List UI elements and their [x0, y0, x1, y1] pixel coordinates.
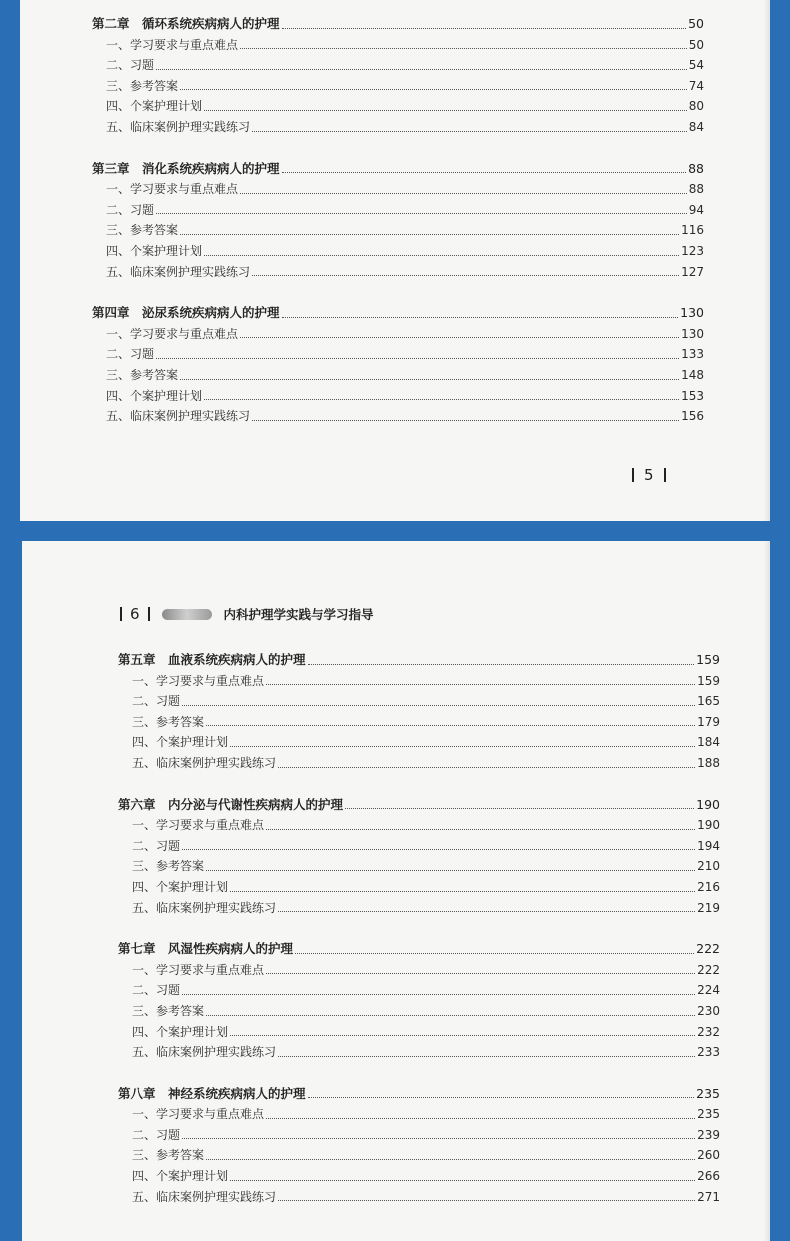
book-title: 内科护理学实践与学习指导: [223, 607, 374, 622]
chapter-heading[interactable]: 第三章 消化系统疾病病人的护理 88: [92, 160, 704, 176]
chapter-heading[interactable]: 第二章 循环系统疾病病人的护理 50: [92, 16, 704, 31]
dot-leader: [230, 1180, 695, 1181]
toc-entry[interactable]: 二、习题 133: [106, 347, 704, 362]
dot-leader: [252, 420, 679, 421]
chapter-2: [92, 14, 704, 138]
chapter-5: [118, 650, 720, 774]
divider: [148, 607, 150, 621]
toc-entry[interactable]: 四、个案护理计划 153: [106, 388, 704, 403]
toc-entry[interactable]: 四、个案护理计划 216: [132, 879, 720, 894]
dot-leader: [182, 994, 695, 995]
toc-entry[interactable]: 四、个案护理计划 266: [132, 1169, 720, 1184]
dot-leader: [204, 110, 687, 111]
dot-leader: [240, 337, 679, 338]
dot-leader: [204, 399, 679, 400]
dot-leader: [240, 193, 687, 194]
page-number: 6: [130, 605, 140, 623]
toc-entry[interactable]: 一、学习要求与重点难点 222: [132, 962, 720, 977]
toc-entry[interactable]: 二、习题 239: [132, 1127, 720, 1142]
divider: [664, 468, 666, 482]
dot-leader: [278, 1200, 695, 1201]
toc-entry[interactable]: 二、习题 54: [106, 58, 704, 73]
toc-entry[interactable]: 一、学习要求与重点难点 50: [106, 37, 704, 52]
dot-leader: [266, 829, 695, 830]
toc-entry[interactable]: 五、临床案例护理实践练习 271: [132, 1189, 720, 1204]
table-of-contents: [92, 14, 704, 427]
dot-leader: [156, 213, 687, 214]
toc-entry[interactable]: 二、习题 165: [132, 694, 720, 709]
dot-leader: [180, 234, 679, 235]
toc-entry[interactable]: 五、临床案例护理实践练习 233: [132, 1045, 720, 1060]
toc-entry[interactable]: 三、参考答案 148: [106, 367, 704, 382]
toc-entry[interactable]: 五、临床案例护理实践练习 84: [106, 119, 704, 134]
dot-leader: [156, 358, 679, 359]
dot-leader: [266, 973, 695, 974]
dot-leader: [308, 664, 695, 665]
dot-leader: [282, 317, 679, 318]
chapter-8: [118, 1084, 720, 1208]
toc-page-5: [20, 0, 770, 521]
dot-leader: [156, 69, 687, 70]
header-decoration: [162, 609, 212, 620]
running-header: [120, 605, 374, 623]
toc-entry[interactable]: 四、个案护理计划 184: [132, 735, 720, 750]
toc-entry[interactable]: 一、学习要求与重点难点 190: [132, 818, 720, 833]
dot-leader: [266, 684, 695, 685]
toc-page-6: [22, 541, 770, 1241]
toc-entry[interactable]: 五、临床案例护理实践练习 127: [106, 264, 704, 279]
dot-leader: [308, 1097, 695, 1098]
dot-leader: [206, 1159, 695, 1160]
chapter-3: [92, 159, 704, 283]
chapter-7: [118, 939, 720, 1063]
toc-entry[interactable]: 三、参考答案 116: [106, 223, 704, 238]
chapter-6: [118, 795, 720, 919]
chapter-heading[interactable]: 第八章 神经系统疾病病人的护理 235: [118, 1085, 720, 1101]
dot-leader: [282, 28, 687, 29]
dot-leader: [240, 48, 687, 49]
table-of-contents: [118, 650, 720, 1207]
toc-entry[interactable]: 五、临床案例护理实践练习 219: [132, 900, 720, 915]
dot-leader: [345, 808, 694, 809]
dot-leader: [206, 725, 695, 726]
page-edge-shadow: [764, 0, 770, 521]
dot-leader: [180, 89, 687, 90]
dot-leader: [252, 275, 679, 276]
dot-leader: [182, 849, 695, 850]
chapter-4: [92, 303, 704, 427]
chapter-heading[interactable]: 第六章 内分泌与代谢性疾病病人的护理 190: [118, 796, 720, 812]
toc-entry[interactable]: 四、个案护理计划 232: [132, 1024, 720, 1039]
page-footer: [632, 466, 666, 484]
dot-leader: [206, 1015, 695, 1016]
toc-entry[interactable]: 三、参考答案 179: [132, 714, 720, 729]
dot-leader: [230, 891, 695, 892]
toc-entry[interactable]: 四、个案护理计划 123: [106, 243, 704, 258]
dot-leader: [266, 1118, 695, 1119]
toc-entry[interactable]: 五、临床案例护理实践练习 156: [106, 409, 704, 424]
toc-entry[interactable]: 一、学习要求与重点难点 88: [106, 182, 704, 197]
dot-leader: [278, 911, 695, 912]
dot-leader: [182, 705, 695, 706]
dot-leader: [204, 255, 679, 256]
toc-entry[interactable]: 三、参考答案 230: [132, 1003, 720, 1018]
toc-entry[interactable]: 三、参考答案 74: [106, 78, 704, 93]
toc-entry[interactable]: 二、习题 194: [132, 838, 720, 853]
toc-entry[interactable]: 一、学习要求与重点难点 159: [132, 673, 720, 688]
divider: [120, 607, 122, 621]
dot-leader: [295, 953, 694, 954]
dot-leader: [180, 379, 679, 380]
dot-leader: [278, 1056, 695, 1057]
dot-leader: [278, 767, 695, 768]
chapter-heading[interactable]: 第五章 血液系统疾病病人的护理 159: [118, 652, 720, 667]
dot-leader: [282, 172, 687, 173]
toc-entry[interactable]: 二、习题 94: [106, 202, 704, 217]
page-edge-shadow: [764, 541, 770, 1241]
toc-entry[interactable]: 一、学习要求与重点难点 235: [132, 1107, 720, 1122]
page-number: 5: [644, 466, 654, 484]
divider: [632, 468, 634, 482]
toc-entry[interactable]: 一、学习要求与重点难点 130: [106, 326, 704, 341]
dot-leader: [230, 746, 695, 747]
toc-entry[interactable]: 三、参考答案 210: [132, 859, 720, 874]
toc-entry[interactable]: 四、个案护理计划 80: [106, 99, 704, 114]
chapter-heading[interactable]: 第七章 风湿性疾病病人的护理 222: [118, 941, 720, 957]
dot-leader: [206, 870, 695, 871]
dot-leader: [182, 1138, 695, 1139]
toc-entry[interactable]: 三、参考答案 260: [132, 1148, 720, 1163]
toc-entry[interactable]: 五、临床案例护理实践练习 188: [132, 755, 720, 770]
dot-leader: [230, 1035, 695, 1036]
dot-leader: [252, 131, 687, 132]
chapter-heading[interactable]: 第四章 泌尿系统疾病病人的护理 130: [92, 305, 704, 321]
toc-entry[interactable]: 二、习题 224: [132, 983, 720, 998]
